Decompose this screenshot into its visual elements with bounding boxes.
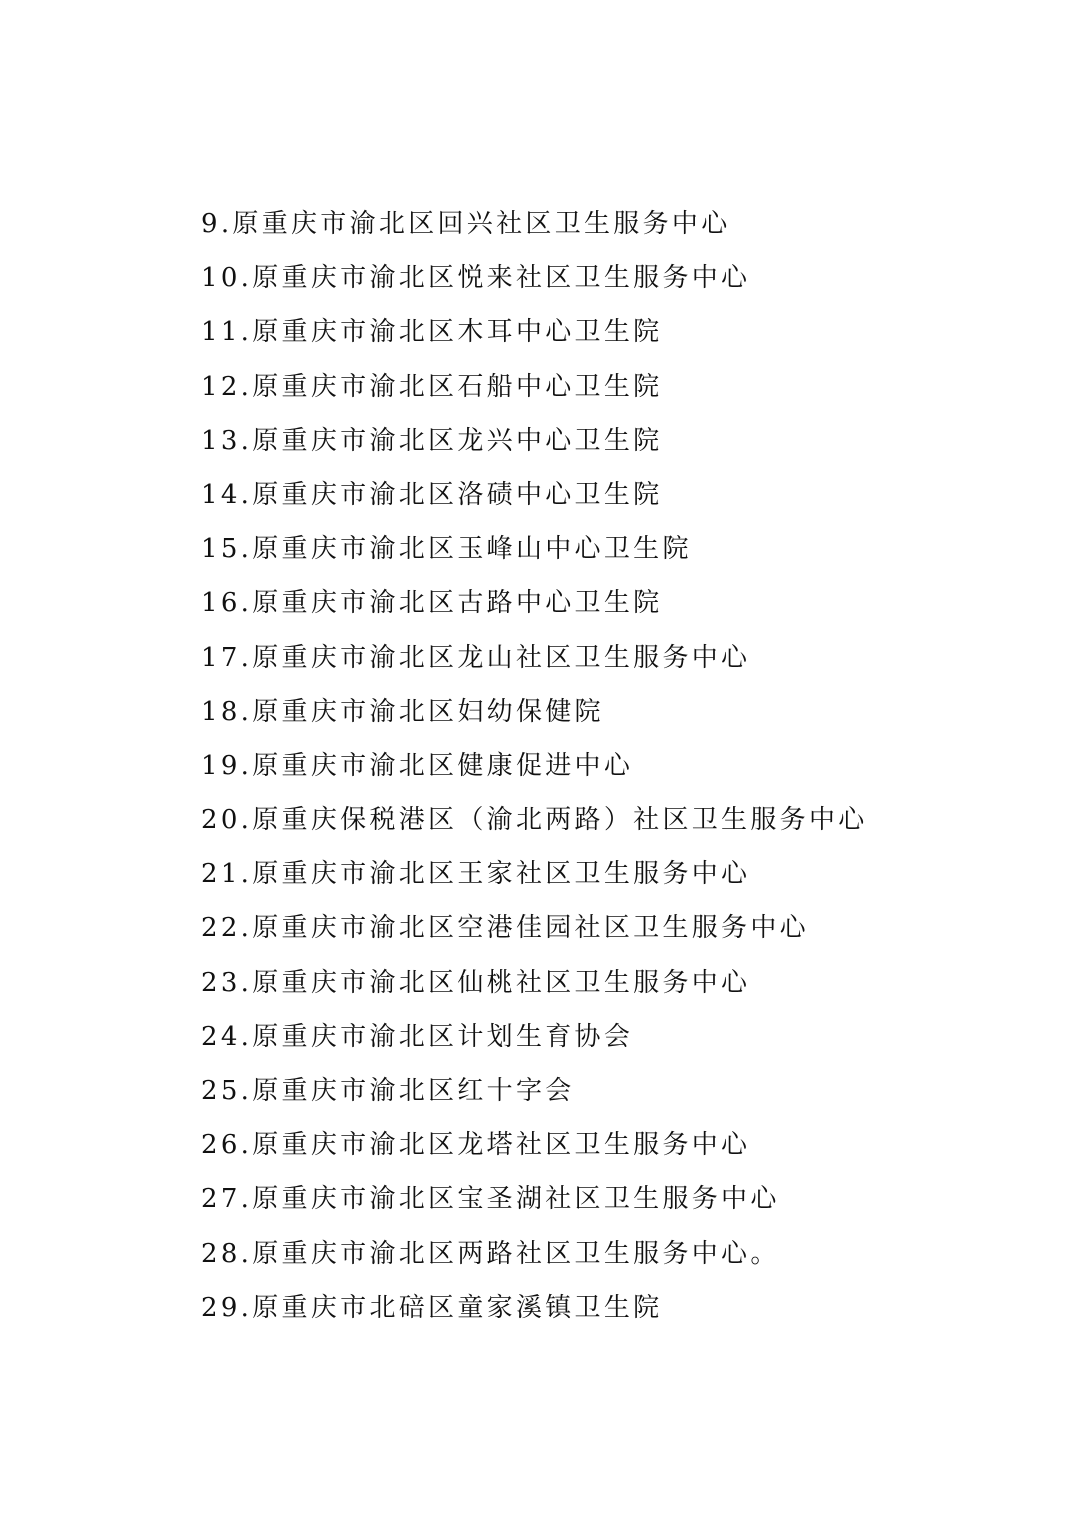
- list-item: 16.原重庆市渝北区古路中心卫生院: [201, 588, 663, 619]
- list-item: 28.原重庆市渝北区两路社区卫生服务中心。: [201, 1238, 780, 1269]
- list-item: 26.原重庆市渝北区龙塔社区卫生服务中心: [201, 1130, 751, 1161]
- list-item: 15.原重庆市渝北区玉峰山中心卫生院: [201, 534, 692, 565]
- list-item: 10.原重庆市渝北区悦来社区卫生服务中心: [201, 263, 751, 294]
- list-item: 11.原重庆市渝北区木耳中心卫生院: [201, 317, 663, 348]
- list-item: 24.原重庆市渝北区计划生育协会: [201, 1021, 634, 1052]
- list-item: 18.原重庆市渝北区妇幼保健院: [201, 696, 604, 727]
- list-item: 14.原重庆市渝北区洛碛中心卫生院: [201, 479, 663, 510]
- institution-list: [201, 197, 868, 1335]
- list-item: 13.原重庆市渝北区龙兴中心卫生院: [201, 425, 663, 456]
- list-item: 19.原重庆市渝北区健康促进中心: [201, 750, 634, 781]
- list-item: 27.原重庆市渝北区宝圣湖社区卫生服务中心: [201, 1184, 780, 1215]
- list-item: 21.原重庆市渝北区王家社区卫生服务中心: [201, 859, 751, 890]
- list-item: 29.原重庆市北碚区童家溪镇卫生院: [201, 1292, 663, 1323]
- list-item: 9.原重庆市渝北区回兴社区卫生服务中心: [201, 209, 731, 239]
- list-item: 20.原重庆保税港区（渝北两路）社区卫生服务中心: [201, 805, 868, 836]
- list-item: 12.原重庆市渝北区石船中心卫生院: [201, 371, 663, 402]
- list-item: 23.原重庆市渝北区仙桃社区卫生服务中心: [201, 967, 751, 998]
- list-item: 17.原重庆市渝北区龙山社区卫生服务中心: [201, 642, 751, 673]
- list-item: 22.原重庆市渝北区空港佳园社区卫生服务中心: [201, 913, 809, 944]
- list-item: 25.原重庆市渝北区红十字会: [201, 1076, 575, 1106]
